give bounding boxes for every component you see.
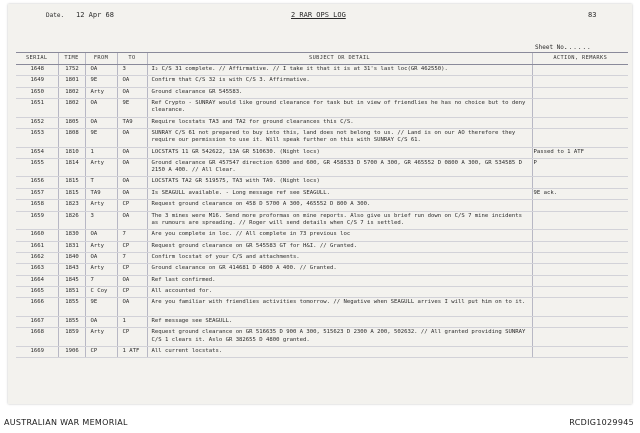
to-cell: 3 [117, 65, 147, 76]
time-cell: 1906 [58, 346, 85, 357]
to-cell: 1 [117, 316, 147, 327]
serial-cell: 1662 [16, 252, 58, 263]
column-header-to: TO [117, 53, 147, 65]
time-cell: 1802 [58, 99, 85, 118]
serial-cell: 1657 [16, 188, 58, 199]
action-cell [532, 177, 628, 188]
from-cell: T [85, 177, 117, 188]
from-cell: TA9 [85, 188, 117, 199]
action-cell [532, 287, 628, 298]
action-cell [532, 87, 628, 98]
table-row [16, 252, 628, 263]
action-cell [532, 316, 628, 327]
subject-cell: Ref last confirmed. [147, 275, 532, 286]
column-header-from: FROM [85, 53, 117, 65]
time-cell: 1801 [58, 76, 85, 87]
action-cell [532, 346, 628, 357]
table-row [16, 298, 628, 317]
column-header-action: ACTION, REMARKS [532, 53, 628, 65]
time-cell: 1815 [58, 177, 85, 188]
from-cell: CP [85, 346, 117, 357]
from-cell: 7 [85, 275, 117, 286]
action-cell [532, 117, 628, 128]
to-cell: OA [117, 158, 147, 177]
table-row [16, 316, 628, 327]
to-cell: CP [117, 287, 147, 298]
from-cell: OA [85, 230, 117, 241]
to-cell: OA [117, 298, 147, 317]
serial-cell: 1649 [16, 76, 58, 87]
table-row [16, 177, 628, 188]
from-cell: Arty [85, 200, 117, 211]
time-cell: 1855 [58, 316, 85, 327]
subject-cell: Confirm locstat of your C/S and attachments. [147, 252, 532, 263]
serial-cell: 1660 [16, 230, 58, 241]
action-cell [532, 76, 628, 87]
to-cell: 7 [117, 252, 147, 263]
serial-cell: 1651 [16, 99, 58, 118]
subject-cell: The 3 mines were M16. Send more proformas on mine reports. Also give us brief run down on C/S 7 mine incidents as rumours are spreading. // Roger will send details when C/S 7 is settled. [147, 211, 532, 230]
serial-cell: 1650 [16, 87, 58, 98]
time-cell: 1814 [58, 158, 85, 177]
serial-cell: 1667 [16, 316, 58, 327]
from-cell: 1 [85, 147, 117, 158]
to-cell: OA [117, 147, 147, 158]
action-cell [532, 275, 628, 286]
to-cell: CP [117, 328, 147, 347]
subject-cell: Ref Crypto - SUNRAY would like ground clearance for task but in view of friendlies he has no choice but to deny clearance. [147, 99, 532, 118]
to-cell: 7 [117, 230, 147, 241]
serial-cell: 1655 [16, 158, 58, 177]
archive-reference: RCDIG1029945 [569, 418, 634, 427]
table-row [16, 328, 628, 347]
serial-cell: 1652 [16, 117, 58, 128]
from-cell: OA [85, 316, 117, 327]
table-row [16, 211, 628, 230]
time-cell: 1851 [58, 287, 85, 298]
serial-cell: 1654 [16, 147, 58, 158]
subject-cell: LOCSTATS TA2 GR 519575, TA3 with TA9. (Night locs) [147, 177, 532, 188]
subject-cell: I₂ C/S 31 complete. // Affirmative. // I take it that it is at 31's last loc(GR 462550). [147, 65, 532, 76]
to-cell: OA [117, 76, 147, 87]
subject-cell: Request ground clearance on GR 516635 D 900 A 300, 515623 D 2300 A 200, 502632. // All granted providing SUNRAY C/S 1 clears it. Aslo GR 382655 D 4800 granted. [147, 328, 532, 347]
subject-cell: All accounted for. [147, 287, 532, 298]
serial-cell: 1661 [16, 241, 58, 252]
to-cell: OA [117, 188, 147, 199]
from-cell: Arty [85, 264, 117, 275]
serial-cell: 1658 [16, 200, 58, 211]
action-cell [532, 99, 628, 118]
table-row [16, 158, 628, 177]
serial-cell: 1656 [16, 177, 58, 188]
table-row [16, 65, 628, 76]
time-cell: 1855 [58, 298, 85, 317]
log-entries [16, 65, 628, 358]
log-title: 2 RAR OPS LOG [291, 11, 346, 19]
action-cell: Passed to 1 ATF [532, 147, 628, 158]
serial-cell: 1668 [16, 328, 58, 347]
archive-credit: AUSTRALIAN WAR MEMORIAL [4, 418, 128, 427]
serial-cell: 1659 [16, 211, 58, 230]
table-row [16, 99, 628, 118]
from-cell: Arty [85, 87, 117, 98]
action-cell [532, 264, 628, 275]
table-row [16, 275, 628, 286]
column-header-subject: SUBJECT OR DETAIL [147, 53, 532, 65]
serial-cell: 1663 [16, 264, 58, 275]
table-row [16, 76, 628, 87]
time-cell: 1831 [58, 241, 85, 252]
subject-cell: Are you familiar with friendlies activities tomorrow. // Negative when SEAGULL arrives I will put him on to it. [147, 298, 532, 317]
time-cell: 1815 [58, 188, 85, 199]
time-cell: 1810 [58, 147, 85, 158]
sheet-label: Sheet No. [535, 44, 568, 51]
to-cell: CP [117, 200, 147, 211]
from-cell: Arty [85, 158, 117, 177]
date-value: 12 Apr 68 [76, 11, 114, 19]
from-cell: 9E [85, 76, 117, 87]
from-cell: 3 [85, 211, 117, 230]
time-cell: 1808 [58, 129, 85, 148]
subject-cell: LOCSTATS 11 GR 542622, 13A GR 510630. (Night locs) [147, 147, 532, 158]
serial-cell: 1665 [16, 287, 58, 298]
time-cell: 1752 [58, 65, 85, 76]
from-cell: 9E [85, 129, 117, 148]
time-cell: 1805 [58, 117, 85, 128]
ops-log-table [16, 52, 628, 358]
action-cell [532, 298, 628, 317]
time-cell: 1840 [58, 252, 85, 263]
serial-cell: 1653 [16, 129, 58, 148]
serial-cell: 1648 [16, 65, 58, 76]
to-cell: OA [117, 177, 147, 188]
action-cell [532, 241, 628, 252]
date-label: Date. [46, 12, 65, 19]
to-cell: OA [117, 211, 147, 230]
table-header-row [16, 53, 628, 65]
time-cell: 1845 [58, 275, 85, 286]
action-cell [532, 252, 628, 263]
from-cell: 9E [85, 298, 117, 317]
subject-cell: Ground clearance GR 457547 direction 6300 and 600, GR 458533 D 5700 A 300, GR 465552 D 0800 A 300, GR 534585 D 2150 A 400. // All Clear. [147, 158, 532, 177]
to-cell: OA [117, 275, 147, 286]
table-row [16, 264, 628, 275]
subject-cell: Ground clearance GR 545583. [147, 87, 532, 98]
time-cell: 1859 [58, 328, 85, 347]
to-cell: TA9 [117, 117, 147, 128]
action-cell [532, 328, 628, 347]
from-cell: OA [85, 117, 117, 128]
action-cell [532, 129, 628, 148]
action-cell: 9E ack. [532, 188, 628, 199]
table-row [16, 117, 628, 128]
from-cell: OA [85, 252, 117, 263]
table-row [16, 230, 628, 241]
from-cell: C Coy [85, 287, 117, 298]
time-cell: 1830 [58, 230, 85, 241]
action-cell: P [532, 158, 628, 177]
subject-cell: Ground clearance on GR 414681 D 4800 A 400. // Granted. [147, 264, 532, 275]
subject-cell: SUNRAY C/S 61 not prepared to buy into this, land does not belong to us. // Land is on our AO therefore they require our permission to use it. Will speak further on this with SUNRAY C/S 61. [147, 129, 532, 148]
column-header-serial: SERIAL [16, 53, 58, 65]
subject-cell: Require locstats TA3 and TA2 for ground clearances this C/S. [147, 117, 532, 128]
subject-cell: Confirm that C/S 32 is with C/S 3. Affirmative. [147, 76, 532, 87]
action-cell [532, 200, 628, 211]
column-header-time: TIME [58, 53, 85, 65]
table-row [16, 147, 628, 158]
page-number: 83 [588, 11, 597, 19]
sheet-value: ...... [564, 44, 592, 51]
subject-cell: All current locstats. [147, 346, 532, 357]
subject-cell: Request ground clearance on GR 545583 GT for H&I. // Granted. [147, 241, 532, 252]
to-cell: 1 ATF [117, 346, 147, 357]
table-row [16, 129, 628, 148]
time-cell: 1843 [58, 264, 85, 275]
time-cell: 1823 [58, 200, 85, 211]
serial-cell: 1666 [16, 298, 58, 317]
from-cell: Arty [85, 241, 117, 252]
from-cell: OA [85, 65, 117, 76]
from-cell: OA [85, 99, 117, 118]
subject-cell: Request ground clearance on 458 D 5700 A 300, 465552 D 800 A 300. [147, 200, 532, 211]
to-cell: CP [117, 264, 147, 275]
serial-cell: 1664 [16, 275, 58, 286]
subject-cell: Are you complete in loc. // All complete in 73 previous loc [147, 230, 532, 241]
serial-cell: 1669 [16, 346, 58, 357]
table-row [16, 200, 628, 211]
from-cell: Arty [85, 328, 117, 347]
log-sheet [8, 4, 632, 404]
table-row [16, 188, 628, 199]
action-cell [532, 65, 628, 76]
time-cell: 1826 [58, 211, 85, 230]
table-row [16, 87, 628, 98]
to-cell: OA [117, 87, 147, 98]
table-row [16, 287, 628, 298]
action-cell [532, 211, 628, 230]
subject-cell: Is SEAGULL available. - Long message ref see SEAGULL. [147, 188, 532, 199]
table-row [16, 241, 628, 252]
subject-cell: Ref message see SEAGULL. [147, 316, 532, 327]
table-row [16, 346, 628, 357]
time-cell: 1802 [58, 87, 85, 98]
to-cell: 9E [117, 99, 147, 118]
action-cell [532, 230, 628, 241]
to-cell: OA [117, 129, 147, 148]
to-cell: CP [117, 241, 147, 252]
